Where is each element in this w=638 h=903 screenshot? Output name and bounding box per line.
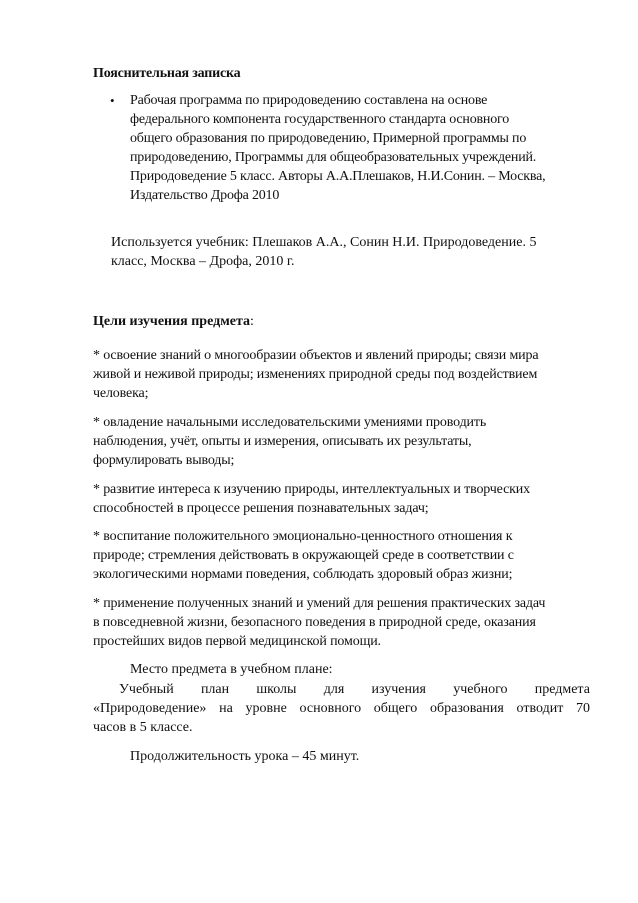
text-line: простейших видов первой медицинской помощи.: [93, 634, 381, 649]
goal-item: [93, 527, 603, 584]
text-line: * развитие интереса к изучению природы, интеллектуальных и творческих: [93, 482, 531, 497]
word: план: [200, 682, 230, 697]
text-line: общего образования по природоведению, Примерной программы по: [130, 131, 527, 146]
curriculum-paragraph: [93, 680, 590, 737]
program-basis-bullet: [110, 91, 600, 205]
text-line: природе; стремления действовать в окружающей среде в соответствии с: [93, 548, 514, 563]
text-line: формулировать выводы;: [93, 453, 235, 468]
word: уровне: [245, 701, 287, 716]
text-line: часов в 5 классе.: [93, 720, 193, 735]
word: школы: [256, 682, 297, 697]
word: для: [323, 682, 345, 697]
word: учебного: [453, 682, 508, 697]
text-line: Используется учебник: Плешаков А.А., Сонин Н.И. Природоведение. 5: [111, 235, 537, 250]
text-line: Природоведение 5 класс. Авторы А.А.Плешаков, Н.И.Сонин. – Москва,: [130, 169, 546, 184]
word: Учебный: [119, 682, 174, 697]
goal-item: [93, 594, 603, 651]
word: изучения: [371, 682, 426, 697]
textbook-paragraph: [111, 233, 591, 271]
lesson-duration: Продолжительность урока – 45 минут.: [130, 749, 360, 764]
text-line: природоведению, Программы для общеобразовательных учреждений.: [130, 150, 537, 165]
bullet-icon: •: [110, 93, 115, 108]
text-line: федерального компонента государственного стандарта основного: [130, 112, 510, 127]
word: отводит: [516, 701, 564, 716]
word: общего: [373, 701, 418, 716]
text-line: живой и неживой природы; изменениях природной среды под воздействием: [93, 367, 538, 382]
text-line: наблюдения, учёт, опыты и измерения, описывать их результаты,: [93, 434, 472, 449]
program-basis-text: [130, 91, 600, 205]
page-title: Пояснительная записка: [93, 66, 241, 81]
text-line: класс, Москва – Дрофа, 2010 г.: [111, 254, 295, 269]
text-line: способностей в процессе решения познавательных задач;: [93, 501, 429, 516]
text-line: в повседневной жизни, безопасного поведения в природной среде, оказания: [93, 615, 536, 630]
word: основного: [299, 701, 362, 716]
goals-heading-text: Цели изучения предмета: [93, 314, 251, 329]
text-line: Издательство Дрофа 2010: [130, 188, 280, 203]
goal-item: [93, 346, 603, 403]
word: «Природоведение»: [93, 701, 207, 716]
goals-heading: [93, 312, 254, 331]
word: образования: [429, 701, 504, 716]
word: 70: [576, 701, 590, 716]
text-line: экологическими нормами поведения, соблюдать здоровый образ жизни;: [93, 567, 513, 582]
text-line: * овладение начальными исследовательскими умениями проводить: [93, 415, 487, 430]
text-line: человека;: [93, 386, 149, 401]
curriculum-heading: Место предмета в учебном плане:: [130, 662, 333, 677]
word: предмета: [534, 682, 590, 697]
goals-heading-colon: :: [250, 314, 254, 329]
text-line: Рабочая программа по природоведению составлена на основе: [130, 93, 488, 108]
justified-line: [93, 680, 590, 699]
word: на: [219, 701, 233, 716]
text-line: * воспитание положительного эмоционально-ценностного отношения к: [93, 529, 513, 544]
goal-item: [93, 480, 603, 518]
goal-item: [93, 413, 603, 470]
text-line: * применение полученных знаний и умений для решения практических задач: [93, 596, 546, 611]
text-line: * освоение знаний о многообразии объектов и явлений природы; связи мира: [93, 348, 539, 363]
justified-line: [93, 699, 590, 718]
